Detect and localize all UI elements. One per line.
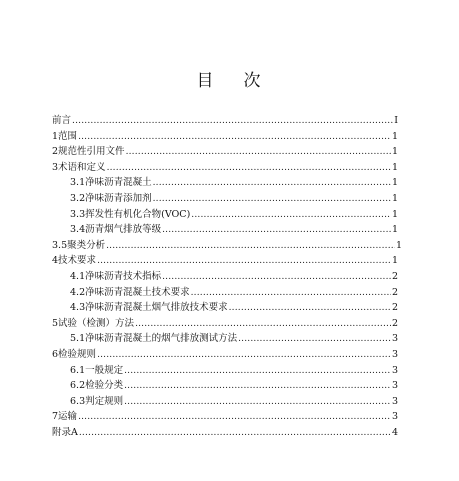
toc-entry[interactable]: [70, 223, 398, 237]
toc-entry-page-number: 1: [391, 177, 398, 189]
toc-entry[interactable]: [52, 254, 398, 268]
toc-dot-leader: [229, 301, 391, 315]
toc-dot-leader: [191, 286, 391, 300]
toc-dot-leader: [162, 270, 391, 284]
toc-entry-label: 净味沥青混凝土烟气排放技术要求: [85, 302, 228, 314]
toc-dot-leader: [72, 114, 393, 128]
toc-entry-number: 5.1: [70, 333, 86, 345]
toc-entry[interactable]: [52, 426, 398, 440]
toc-entry-label: 范围: [58, 130, 78, 142]
toc-entry-number: 6.2: [70, 380, 86, 392]
toc-entry-page-number: 1: [391, 255, 398, 267]
toc-entry-label: 一般规定: [85, 364, 124, 376]
toc-dot-leader: [107, 161, 391, 175]
toc-dot-leader: [153, 192, 391, 206]
toc-entry[interactable]: [70, 332, 398, 346]
toc-entry-number: 3.5: [52, 239, 68, 251]
toc-entry[interactable]: [70, 379, 398, 393]
toc-title-char-2: 次: [243, 71, 263, 91]
toc-entry-label: 附录A: [52, 427, 78, 438]
toc-entry-page-number: 3: [391, 380, 398, 392]
toc-entry-label: 净味沥青混凝土: [85, 177, 152, 189]
toc-entry[interactable]: [70, 176, 398, 190]
toc-entry[interactable]: [70, 364, 398, 378]
toc-entry-page-number: 1: [391, 208, 398, 220]
toc-entry[interactable]: [52, 161, 398, 175]
toc-entry-label: 前言: [52, 115, 72, 126]
toc-entry-number: 4: [52, 255, 59, 267]
toc-dot-leader: [97, 348, 391, 362]
toc-entry[interactable]: [70, 395, 398, 409]
toc-entry-page-number: 1: [391, 224, 398, 236]
toc-entry-label: 运输: [58, 411, 78, 423]
toc-entry-number: 6: [52, 349, 59, 360]
toc-entry-page-number: 2: [391, 286, 398, 298]
toc-entry-page-number: I: [394, 115, 398, 126]
toc-dot-leader: [124, 379, 391, 393]
toc-title-char-1: 目: [196, 71, 216, 91]
toc-dot-leader: [238, 332, 391, 346]
toc-dot-leader: [78, 410, 391, 424]
toc-entry-page-number: 4: [391, 427, 398, 438]
toc-entry-page-number: 1: [391, 193, 398, 204]
toc-dot-leader: [135, 317, 391, 331]
toc-entry-label: 挥发性有机化合物(VOC): [85, 208, 191, 220]
toc-entry-label: 试验（检测）方法: [58, 317, 135, 329]
toc-entry-page-number: 2: [391, 302, 398, 314]
toc-entry-number: 4.1: [70, 271, 86, 282]
toc-entry-number: 5: [52, 317, 59, 329]
toc-entry-number: 2: [52, 146, 59, 158]
toc-entry-number: 3.1: [70, 177, 86, 189]
toc-entry-number: 3: [52, 161, 59, 173]
toc-entry-number: 6.1: [70, 364, 86, 376]
toc-entry-page-number: 3: [391, 364, 398, 376]
toc-entry-page-number: 2: [391, 271, 398, 282]
toc-entry-page-number: 1: [391, 146, 398, 158]
toc-entry-page-number: 2: [391, 317, 398, 329]
toc-entry-page-number: 3: [391, 349, 398, 360]
toc-title: [0, 66, 459, 91]
toc-entry-page-number: 3: [391, 333, 398, 345]
toc-entry-number: 1: [52, 130, 59, 142]
toc-dot-leader: [79, 426, 391, 440]
toc-entry[interactable]: [52, 114, 398, 128]
toc-entry-label: 判定规则: [85, 395, 124, 407]
toc-dot-leader: [124, 364, 391, 378]
toc-entry-page-number: 3: [391, 411, 398, 423]
toc-entry[interactable]: [52, 130, 398, 144]
toc-entry-number: 3.3: [70, 208, 86, 220]
toc-entry-page-number: 1: [391, 130, 398, 142]
toc-entry-page-number: 3: [391, 395, 398, 407]
toc-entry-number: 4.3: [70, 302, 86, 314]
toc-entry-number: 3.4: [70, 224, 86, 236]
toc-entry-label: 术语和定义: [58, 161, 106, 173]
toc-entry[interactable]: [52, 239, 402, 253]
toc-dot-leader: [162, 223, 391, 237]
toc-entry[interactable]: [70, 270, 398, 284]
toc-entry[interactable]: [70, 208, 398, 222]
toc-dot-leader: [97, 254, 391, 268]
toc-entry-label: 规范性引用文件: [58, 146, 125, 158]
toc-entry-number: 7: [52, 411, 59, 423]
toc-entry-page-number: 1: [391, 161, 398, 173]
toc-entry[interactable]: [52, 348, 398, 362]
toc-entry-label: 净味沥青添加剂: [85, 193, 152, 204]
toc-entry-number: 3.2: [70, 193, 86, 204]
toc-dot-leader: [106, 239, 395, 253]
toc-entry[interactable]: [70, 192, 398, 206]
toc-dot-leader: [191, 208, 391, 222]
toc-entry[interactable]: [52, 145, 398, 159]
toc-entry[interactable]: [52, 317, 398, 331]
toc-entry-label: 净味沥青混凝土技术要求: [85, 286, 190, 298]
toc-entry-number: 4.2: [70, 286, 86, 298]
toc-entry[interactable]: [70, 286, 398, 300]
toc-entry-page-number: 1: [395, 239, 402, 251]
toc-entry-label: 净味沥青混凝土的烟气排放测试方法: [85, 333, 238, 345]
toc-entry-label: 净味沥青技术指标: [85, 271, 162, 282]
toc-entry[interactable]: [52, 410, 398, 424]
toc-entry-label: 沥青烟气排放等级: [85, 224, 162, 236]
toc-dot-leader: [153, 176, 391, 190]
toc-entry[interactable]: [70, 301, 398, 315]
toc-dot-leader: [126, 145, 391, 159]
toc-entry-label: 聚类分析: [67, 239, 106, 251]
toc-entry-label: 检验分类: [85, 380, 124, 392]
toc-dot-leader: [78, 130, 391, 144]
toc-entry-label: 技术要求: [58, 255, 97, 267]
toc-entry-label: 检验规则: [58, 349, 97, 360]
toc-entry-number: 6.3: [70, 395, 86, 407]
toc-dot-leader: [124, 395, 391, 409]
